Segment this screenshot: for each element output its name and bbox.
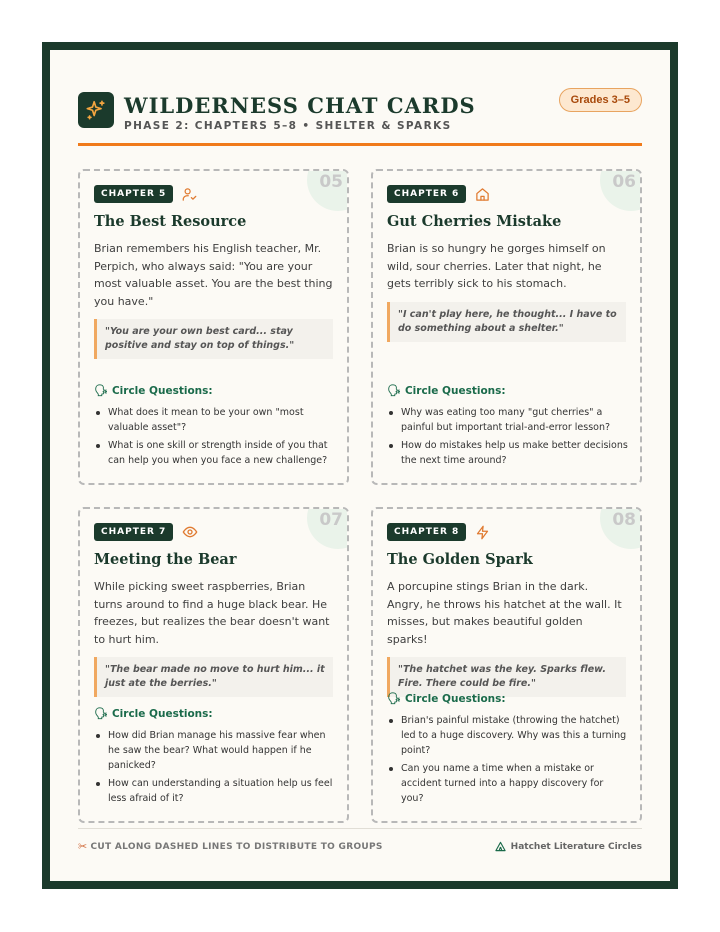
card-summary: While picking sweet raspberries, Brian turns around to find a huge black bear. He freezes, but realizes the bear doesn't want to hurt him.: [94, 580, 330, 646]
question-item: Brian's painful mistake (throwing the hatchet) led to a huge discovery. Why was this a turning point?: [387, 713, 628, 758]
sparkle-icon: [78, 92, 114, 128]
card-number: 08: [612, 510, 636, 530]
grade-badge: Grades 3–5: [559, 88, 642, 112]
card-grid: [78, 169, 642, 823]
card-title: Gut Cherries Mistake: [387, 213, 562, 230]
circle-questions: [94, 384, 335, 471]
card-summary: A porcupine stings Brian in the dark. Angry, he throws his hatchet at the wall. It misses, but makes beautiful golden sparks!: [387, 580, 622, 646]
chapter-tag: CHAPTER 6: [387, 185, 466, 203]
page-header: [78, 86, 642, 138]
eye-icon: [182, 524, 198, 540]
tent-icon: [495, 841, 506, 852]
page-footer: [78, 828, 642, 853]
question-item: Why was eating too many "gut cherries" a painful but important trial-and-error lesson?: [387, 405, 628, 435]
speaking-head-icon: 🗣: [387, 384, 401, 397]
questions-heading: Circle Questions:: [111, 384, 213, 397]
circle-questions: [387, 384, 628, 471]
questions-heading: Circle Questions:: [404, 384, 506, 397]
question-item: How did Brian manage his massive fear when he saw the bear? What would happen if he panicked?: [94, 728, 335, 773]
question-item: Can you name a time when a mistake or accident turned into a happy discovery for you?: [387, 761, 628, 806]
questions-heading: Circle Questions:: [111, 707, 213, 720]
speaking-head-icon: 🗣: [94, 707, 108, 720]
card-number: 07: [319, 510, 343, 530]
user-check-icon: [182, 186, 198, 202]
card-quote: "The bear made no move to hurt him... it just ate the berries.": [94, 657, 333, 697]
card-sheet-frame: [42, 42, 678, 889]
header-divider: [78, 143, 642, 146]
card-number: 05: [319, 172, 343, 192]
card-quote: "I can't play here, he thought... I have to do something about a shelter.": [387, 302, 626, 342]
chat-card-chapter-6: [371, 169, 642, 485]
question-item: What does it mean to be your own "most valuable asset"?: [94, 405, 335, 435]
card-quote: "You are your own best card... stay positive and stay on top of things.": [94, 319, 333, 359]
speaking-head-icon: 🗣: [387, 692, 401, 705]
circle-questions: [94, 707, 335, 809]
circle-questions: [387, 692, 628, 809]
page-title: WILDERNESS CHAT CARDS: [124, 92, 476, 118]
chapter-tag: CHAPTER 5: [94, 185, 173, 203]
worksheet-page: [50, 50, 670, 881]
card-title: The Golden Spark: [387, 551, 533, 568]
chat-card-chapter-7: [78, 507, 349, 823]
card-summary: Brian remembers his English teacher, Mr. Perpich, who always said: "You are your most valuable asset. You are the best thing you have.": [94, 242, 333, 308]
cut-instructions: CUT ALONG DASHED LINES TO DISTRIBUTE TO GROUPS: [90, 841, 383, 852]
question-item: What is one skill or strength inside of you that can help you when you face a new challenge?: [94, 438, 335, 468]
card-quote: "The hatchet was the key. Sparks flew. Fire. There could be fire.": [387, 657, 626, 697]
card-title: The Best Resource: [94, 213, 247, 230]
question-item: How do mistakes help us make better decisions the next time around?: [387, 438, 628, 468]
question-item: How can understanding a situation help us feel less afraid of it?: [94, 776, 335, 806]
speaking-head-icon: 🗣: [94, 384, 108, 397]
scissors-icon: ✂: [78, 840, 88, 853]
card-summary: Brian is so hungry he gorges himself on wild, sour cherries. Later that night, he gets terribly sick to his stomach.: [387, 242, 606, 290]
chapter-tag: CHAPTER 7: [94, 523, 173, 541]
page-subtitle: PHASE 2: CHAPTERS 5–8 • SHELTER & SPARKS: [124, 119, 452, 132]
card-number: 06: [612, 172, 636, 192]
chat-card-chapter-8: [371, 507, 642, 823]
questions-heading: Circle Questions:: [404, 692, 506, 705]
series-name: Hatchet Literature Circles: [510, 841, 642, 852]
chapter-tag: CHAPTER 8: [387, 523, 466, 541]
card-title: Meeting the Bear: [94, 551, 237, 568]
chat-card-chapter-5: [78, 169, 349, 485]
lightning-icon: [475, 524, 491, 540]
home-icon: [475, 186, 491, 202]
